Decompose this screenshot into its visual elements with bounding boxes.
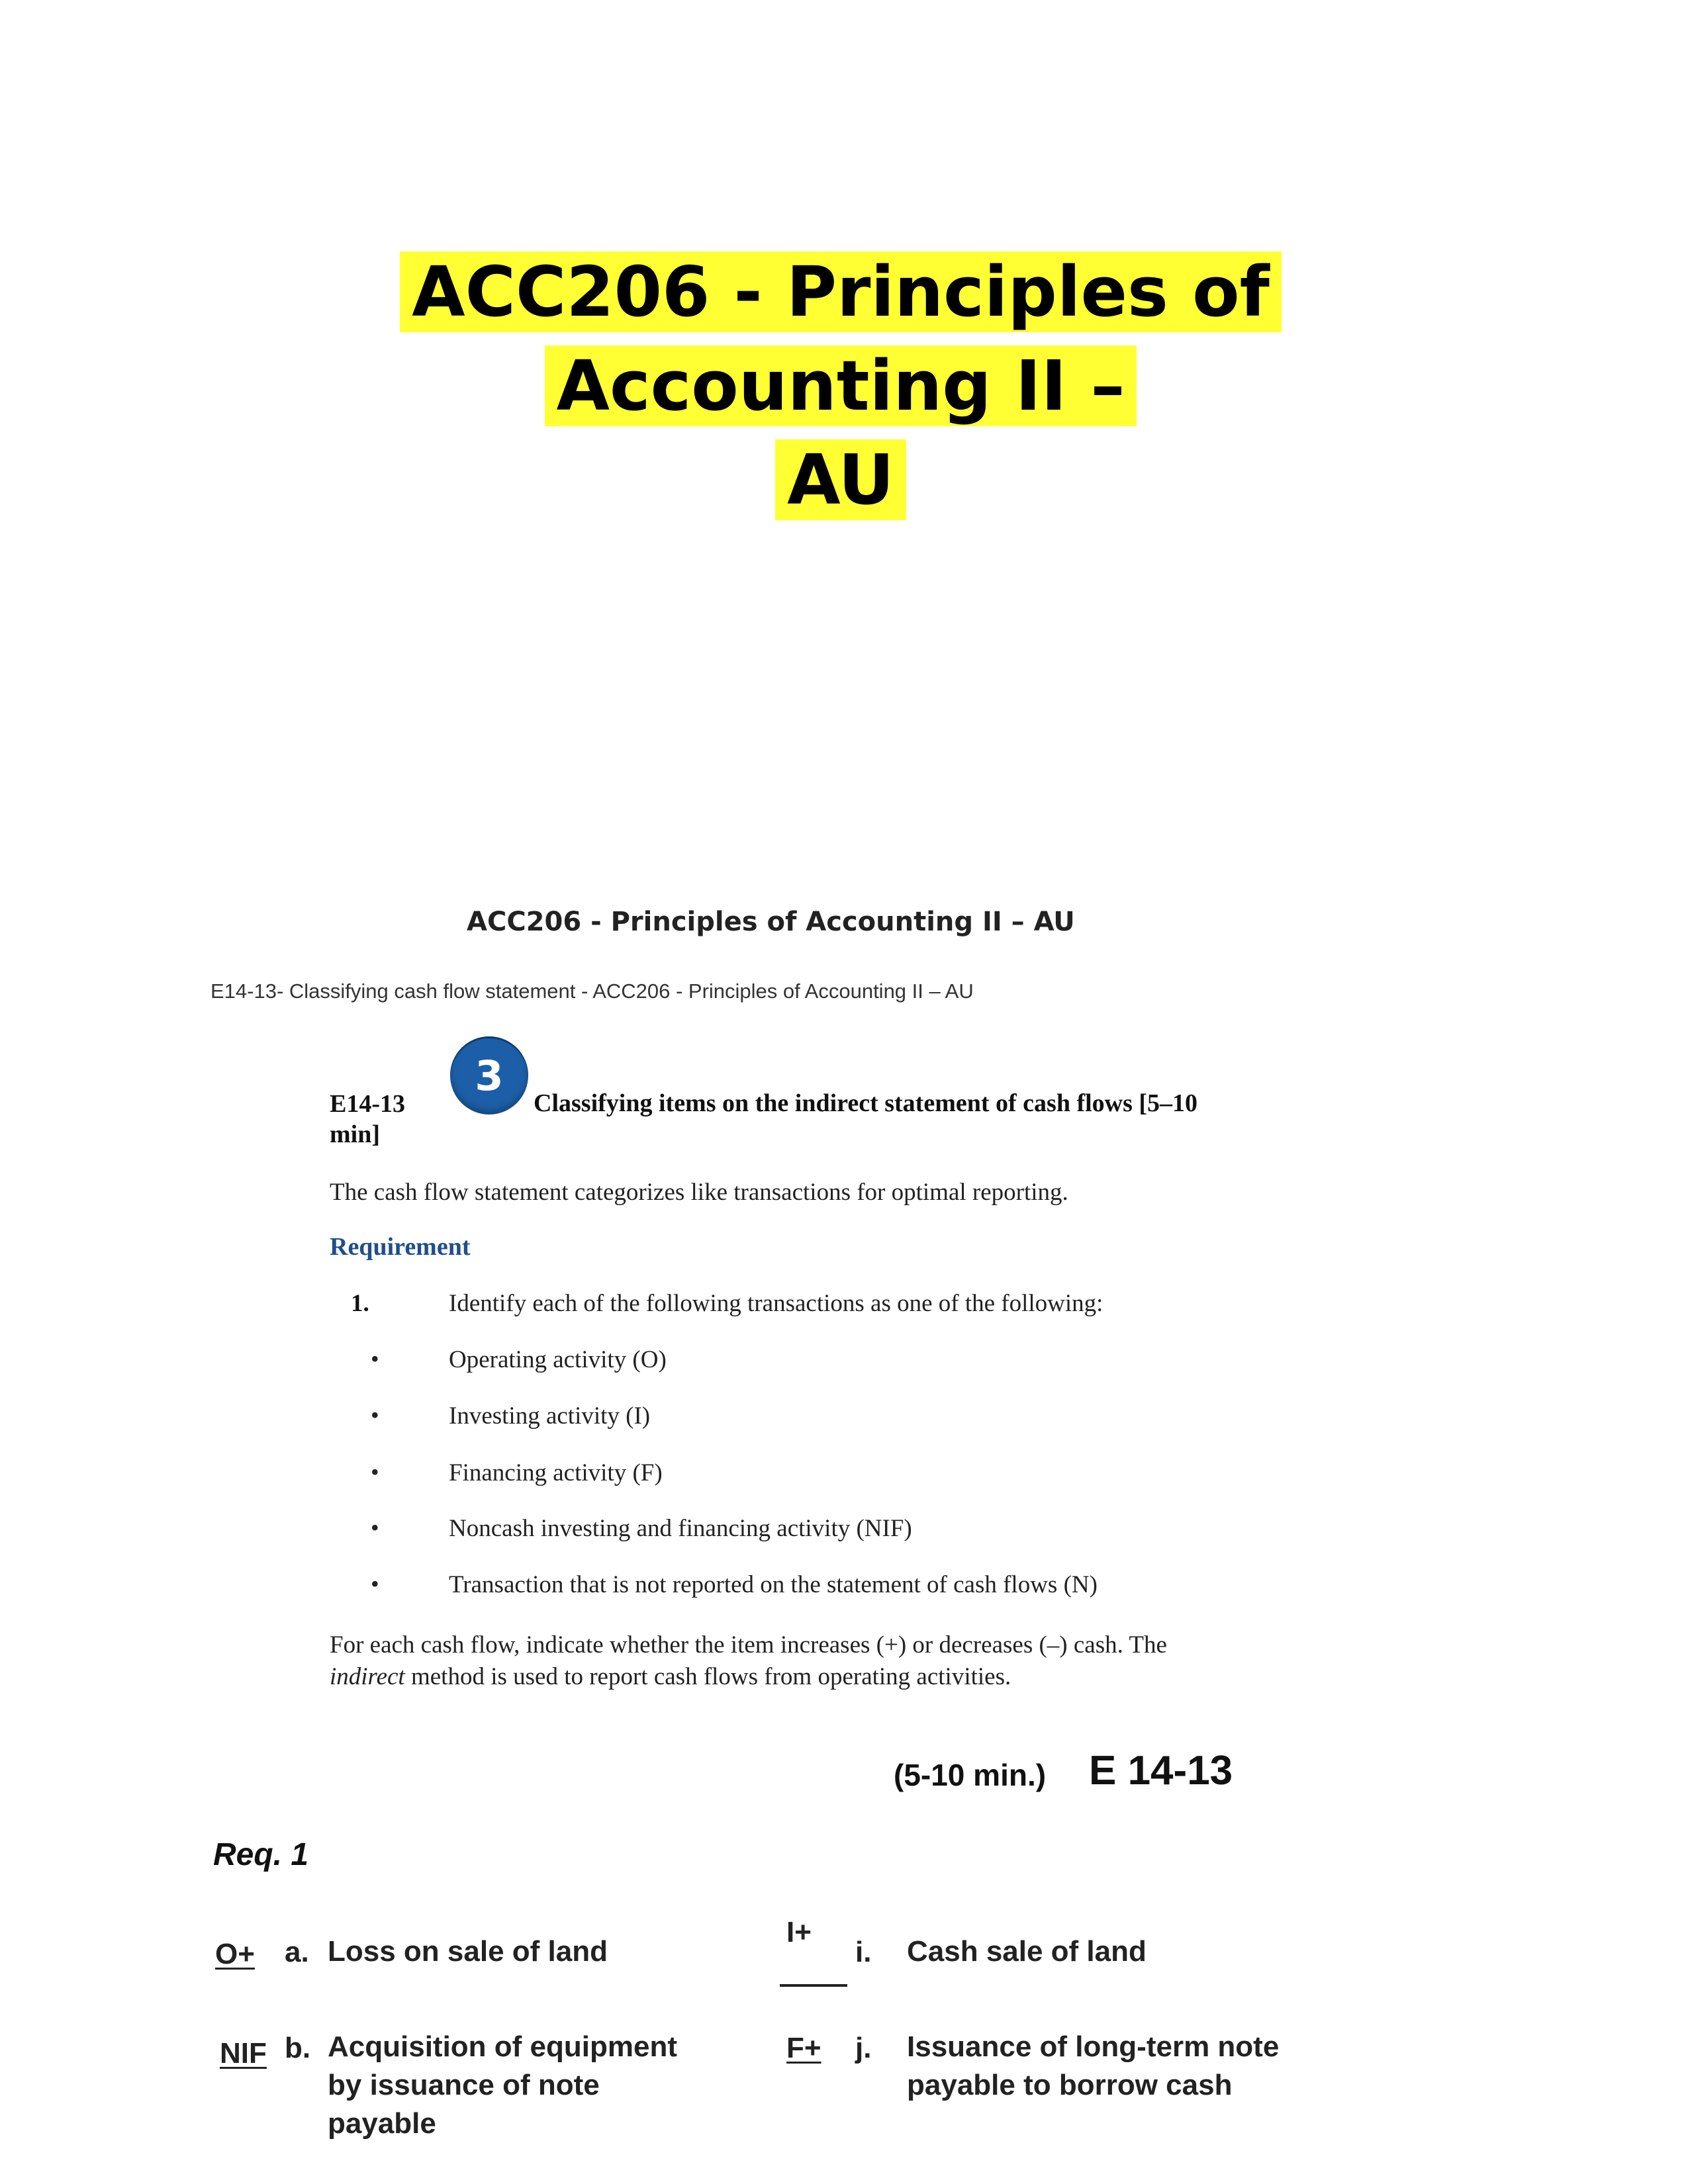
item-text-j-line2: payable to borrow cash (907, 2069, 1233, 2101)
item-letter-b: b. (285, 2032, 311, 2064)
item-text-a: Loss on sale of land (328, 1935, 608, 1968)
bullet-icon: • (371, 1570, 379, 1597)
item-text-j (907, 2028, 1279, 2105)
bullet-financing: Financing activity (F) (449, 1459, 663, 1486)
item-text-b-line3: payable (328, 2107, 436, 2140)
bullet-not-reported: Transaction that is not reported on the statement of cash flows (N) (449, 1571, 1098, 1598)
document-subheader: E14-13- Classifying cash flow statement - ACC206 - Principles of Accounting II – AU (211, 979, 974, 1003)
solution-time: (5-10 min.) (894, 1758, 1047, 1792)
requirement-text: Identify each of the following transactions as one of the following: (449, 1290, 1103, 1317)
item-text-i: Cash sale of land (907, 1935, 1147, 1968)
item-letter-j: j. (855, 2032, 872, 2064)
bullet-icon: • (371, 1514, 379, 1541)
document-header: ACC206 - Principles of Accounting II – AU (467, 907, 1075, 937)
requirement-number: 1. (351, 1290, 369, 1317)
item-text-j-line1: Issuance of long-term note (907, 2030, 1280, 2063)
solution-req-label: Req. 1 (213, 1837, 309, 1872)
answer-b: NIF (220, 2037, 267, 2070)
bullet-icon: • (371, 1345, 379, 1372)
item-letter-i: i. (855, 1936, 872, 1968)
bullet-icon: • (371, 1459, 379, 1485)
answer-i-underline (780, 1984, 847, 1987)
bullet-icon: • (371, 1402, 379, 1428)
closing-italic: indirect (330, 1663, 405, 1690)
exercise-number: E14-13 (330, 1090, 405, 1118)
answer-j: F+ (786, 2032, 821, 2064)
exercise-title: Classifying items on the indirect statement of cash flows [5–10 (534, 1089, 1198, 1117)
answer-i: I+ (786, 1916, 812, 1948)
bullet-noncash: Noncash investing and financing activity (NIF) (449, 1515, 912, 1542)
bullet-operating: Operating activity (O) (449, 1346, 667, 1373)
learning-objective-badge: 3 (450, 1036, 528, 1115)
answer-a: O+ (215, 1938, 255, 1970)
item-letter-a: a. (285, 1936, 309, 1968)
solution-code: E 14-13 (1089, 1748, 1233, 1794)
bullet-investing: Investing activity (I) (449, 1402, 651, 1430)
cover-title-line2: AU (775, 439, 906, 520)
item-text-b-line1: Acquisition of equipment (328, 2030, 677, 2063)
exercise-intro: The cash flow statement categorizes like transactions for optimal reporting. (330, 1179, 1068, 1206)
closing-part2: method is used to report cash flows from operating activities. (410, 1663, 1011, 1690)
requirement-heading: Requirement (330, 1233, 471, 1261)
exercise-title-tail: min] (330, 1120, 380, 1148)
item-text-b-line2: by issuance of note (328, 2069, 600, 2101)
closing-part1: For each cash flow, indicate whether the item increases (+) or decreases (–) cash. The (330, 1631, 1167, 1659)
item-text-b (328, 2028, 677, 2143)
cover-title (199, 245, 1483, 527)
cover-title-line1: ACC206 - Principles of Accounting II – (400, 251, 1282, 426)
closing-paragraph (330, 1629, 1256, 1693)
